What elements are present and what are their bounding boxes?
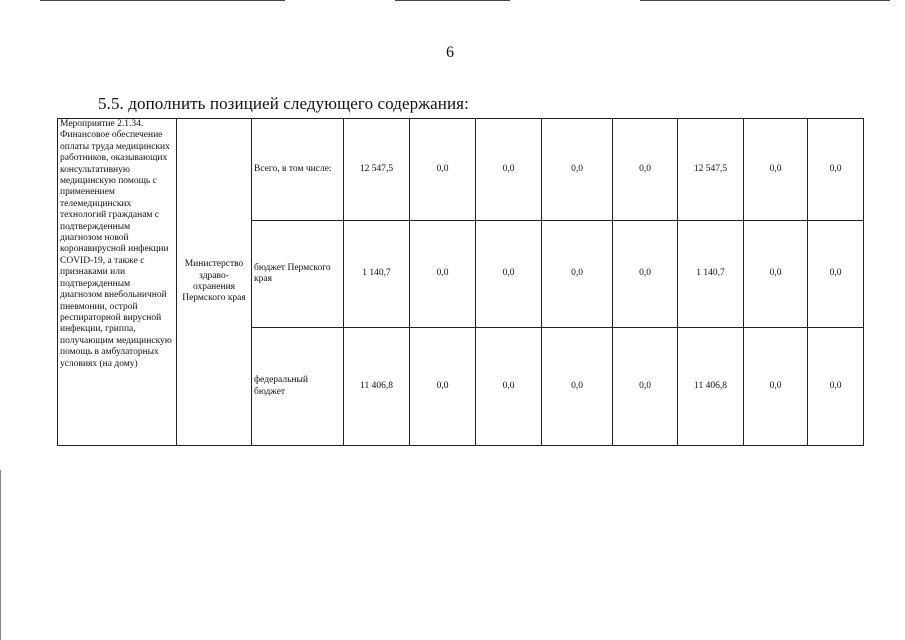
responsible-organization: Министерство здраво-охранения Пермского края xyxy=(177,119,252,446)
value-cell: 0,0 xyxy=(410,119,476,221)
value-cell: 0,0 xyxy=(613,328,678,446)
value-cell: 0,0 xyxy=(744,221,808,328)
scan-edge-line xyxy=(395,0,510,1)
value-cell: 0,0 xyxy=(542,119,613,221)
funding-source: бюджет Пермского края xyxy=(252,221,344,328)
value-cell: 1 140,7 xyxy=(678,221,744,328)
value-cell: 0,0 xyxy=(613,221,678,328)
funding-source: федеральный бюджет xyxy=(252,328,344,446)
measure-description: Мероприятие 2.1.34. Финансовое обеспечение оплаты труда медицинских работников, оказывающих консультативную медицинскую помощь с применением телемедицинских технологий гражданам с подтвержденным диагнозом новой коронавирусной инфекции COVID-19, а также с признаками или подтвержденным диагнозом внебольничной пневмонии, острой респираторной вирусной инфекции, гриппа, получающим медицинскую помощь в амбулаторных условиях (на дому) xyxy=(58,119,177,446)
instruction-text: 5.5. дополнить позицией следующего содержания: xyxy=(98,94,469,113)
funding-source: Всего, в том числе: xyxy=(252,119,344,221)
scan-edge-line xyxy=(640,0,890,1)
value-cell: 0,0 xyxy=(808,328,864,446)
value-cell: 0,0 xyxy=(744,328,808,446)
value-cell: 0,0 xyxy=(410,328,476,446)
value-cell: 1 140,7 xyxy=(344,221,410,328)
funding-table xyxy=(57,118,864,446)
value-cell: 0,0 xyxy=(542,221,613,328)
value-cell: 0,0 xyxy=(476,328,542,446)
value-cell: 0,0 xyxy=(744,119,808,221)
value-cell: 0,0 xyxy=(410,221,476,328)
value-cell: 0,0 xyxy=(613,119,678,221)
value-cell: 0,0 xyxy=(808,119,864,221)
value-cell: 0,0 xyxy=(476,119,542,221)
value-cell: 11 406,8 xyxy=(678,328,744,446)
table-row xyxy=(58,119,864,221)
scan-edge-line xyxy=(40,0,285,1)
value-cell: 0,0 xyxy=(542,328,613,446)
value-cell: 11 406,8 xyxy=(344,328,410,446)
value-cell: 0,0 xyxy=(808,221,864,328)
scan-edge-line xyxy=(0,470,1,640)
value-cell: 12 547,5 xyxy=(678,119,744,221)
value-cell: 12 547,5 xyxy=(344,119,410,221)
value-cell: 0,0 xyxy=(476,221,542,328)
page-number: 6 xyxy=(446,44,454,61)
